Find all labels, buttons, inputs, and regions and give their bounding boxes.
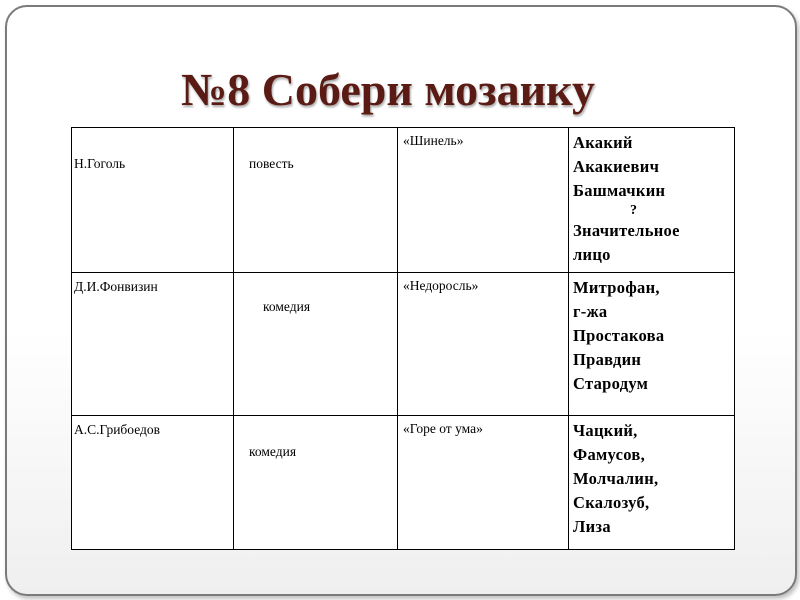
work-title: «Горе от ума» bbox=[403, 421, 483, 436]
work-title: «Шинель» bbox=[403, 133, 464, 148]
table-row bbox=[72, 128, 735, 273]
work-cell bbox=[398, 273, 569, 416]
character-name: Акакиевич bbox=[573, 157, 660, 176]
characters-cell bbox=[569, 128, 735, 273]
author-cell bbox=[72, 273, 234, 416]
character-name: Митрофан, bbox=[573, 278, 660, 297]
character-name: Лиза bbox=[573, 517, 611, 536]
table-row bbox=[72, 273, 735, 416]
mosaic-table bbox=[71, 127, 735, 550]
character-name: Правдин bbox=[573, 350, 642, 369]
character-name: Чацкий, bbox=[573, 421, 638, 440]
work-cell bbox=[398, 416, 569, 550]
character-name: лицо bbox=[573, 245, 611, 264]
author-cell bbox=[72, 128, 234, 273]
author-name: Н.Гоголь bbox=[74, 156, 126, 171]
character-name: Простакова bbox=[573, 326, 665, 345]
slide-title: №8 Собери мозаику bbox=[181, 64, 595, 115]
genre-label: комедия bbox=[263, 299, 311, 314]
character-name: Акакий bbox=[573, 133, 633, 152]
author-name: А.С.Грибоедов bbox=[74, 422, 161, 437]
character-name: Башмачкин bbox=[573, 181, 666, 200]
genre-label: комедия bbox=[249, 444, 297, 459]
genre-label: повесть bbox=[249, 156, 294, 171]
character-name: Молчалин, bbox=[573, 469, 659, 488]
character-name: Значительное bbox=[573, 221, 680, 240]
character-name: г-жа bbox=[573, 302, 608, 321]
work-cell bbox=[398, 128, 569, 273]
genre-cell bbox=[234, 128, 398, 273]
genre-cell bbox=[234, 416, 398, 550]
author-name: Д.И.Фонвизин bbox=[74, 279, 158, 294]
character-name: Фамусов, bbox=[573, 445, 646, 464]
question-mark: ? bbox=[630, 203, 638, 218]
character-name: Стародум bbox=[573, 374, 649, 393]
character-name: Скалозуб, bbox=[573, 493, 650, 512]
table-row bbox=[72, 416, 735, 550]
characters-cell bbox=[569, 273, 735, 416]
author-cell bbox=[72, 416, 234, 550]
work-title: «Недоросль» bbox=[403, 278, 479, 293]
characters-cell bbox=[569, 416, 735, 550]
genre-cell bbox=[234, 273, 398, 416]
